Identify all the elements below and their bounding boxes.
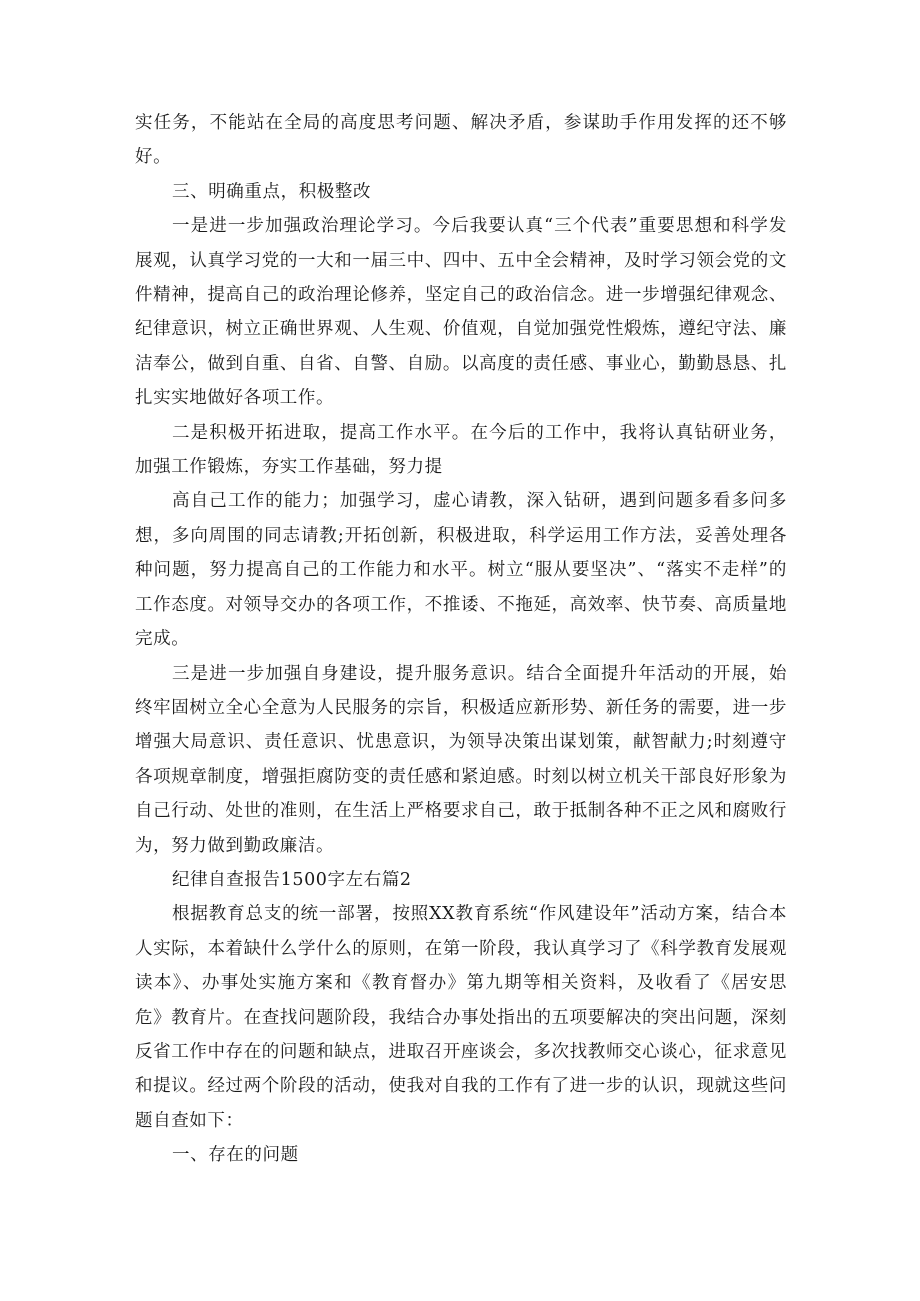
paragraph-self-inspection-intro: 根据教育总支的统一部署，按照XX教育系统“作风建设年”活动方案，结合本人实际，本着缺什么学什么的原则，在第一阶段，我认真学习了《科学教育发展观读本》、办事处实施方案和《教育督办》第九期等相关资料，及收看了《居安思危》教育片。在查找问题阶段，我结合办事处指出的五项要解决的突出问题，深刻反省工作中存在的问题和缺点，进取召开座谈会，多次找教师交心谈心，征求意见和提议。经过两个阶段的活动，使我对自我的工作有了进一步的认识，现就这些问题自查如下： — [135, 904, 787, 1131]
section-heading-existing-problems: 一、存在的问题 — [172, 1145, 299, 1166]
paragraph-political-study: 一是进一步加强政治理论学习。今后我要认真“三个代表”重要思想和科学发展观，认真学习党的一大和一届三中、四中、五中全会精神，及时学习领会党的文件精神，提高自己的政治理论修养，坚定自己的政治信念。进一步增强纪律观念、纪律意识，树立正确世界观、人生观、价值观，自觉加强党性煅炼，遵纪守法、廉洁奉公，做到自重、自省、自警、自励。以高度的责任感、事业心，勤勤恳恳、扎扎实实地做好各项工作。 — [135, 216, 787, 409]
paragraph-work-level: 二是积极开拓进取，提高工作水平。在今后的工作中，我将认真钻研业务，加强工作锻炼，夯实工作基础，努力提 — [135, 422, 787, 478]
article-title-part-2: 纪律自查报告1500字左右篇2 — [172, 869, 412, 890]
paragraph-work-ability: 高自己工作的能力；加强学习，虚心请教，深入钻研，遇到问题多看多问多想，多向周围的同志请教;开拓创新，积极进取，科学运用工作方法，妥善处理各种问题，努力提高自己的工作能力和水平。树立“服从要坚决”、“落实不走样”的工作态度。对领导交办的各项工作，不推诿、不拖延，高效率、快节奏、高质量地完成。 — [135, 491, 787, 650]
section-heading-rectification: 三、明确重点，积极整改 — [172, 181, 372, 202]
document-body — [135, 106, 787, 1173]
paragraph-continuation: 实任务，不能站在全局的高度思考问题、解决矛盾，参谋助手作用发挥的还不够好。 — [135, 113, 787, 168]
paragraph-self-building: 三是进一步加强自身建设，提升服务意识。结合全面提升年活动的开展，始终牢固树立全心全意为人民服务的宗旨，积极适应新形势、新任务的需要，进一步增强大局意识、责任意识、忧患意识，为领导决策出谋划策，献智献力;时刻遵守各项规章制度，增强拒腐防变的责任感和紧迫感。时刻以树立机关干部良好形象为自己行动、处世的准则，在生活上严格要求自己，敢于抵制各种不正之风和腐败行为，努力做到勤政廉洁。 — [135, 663, 787, 856]
